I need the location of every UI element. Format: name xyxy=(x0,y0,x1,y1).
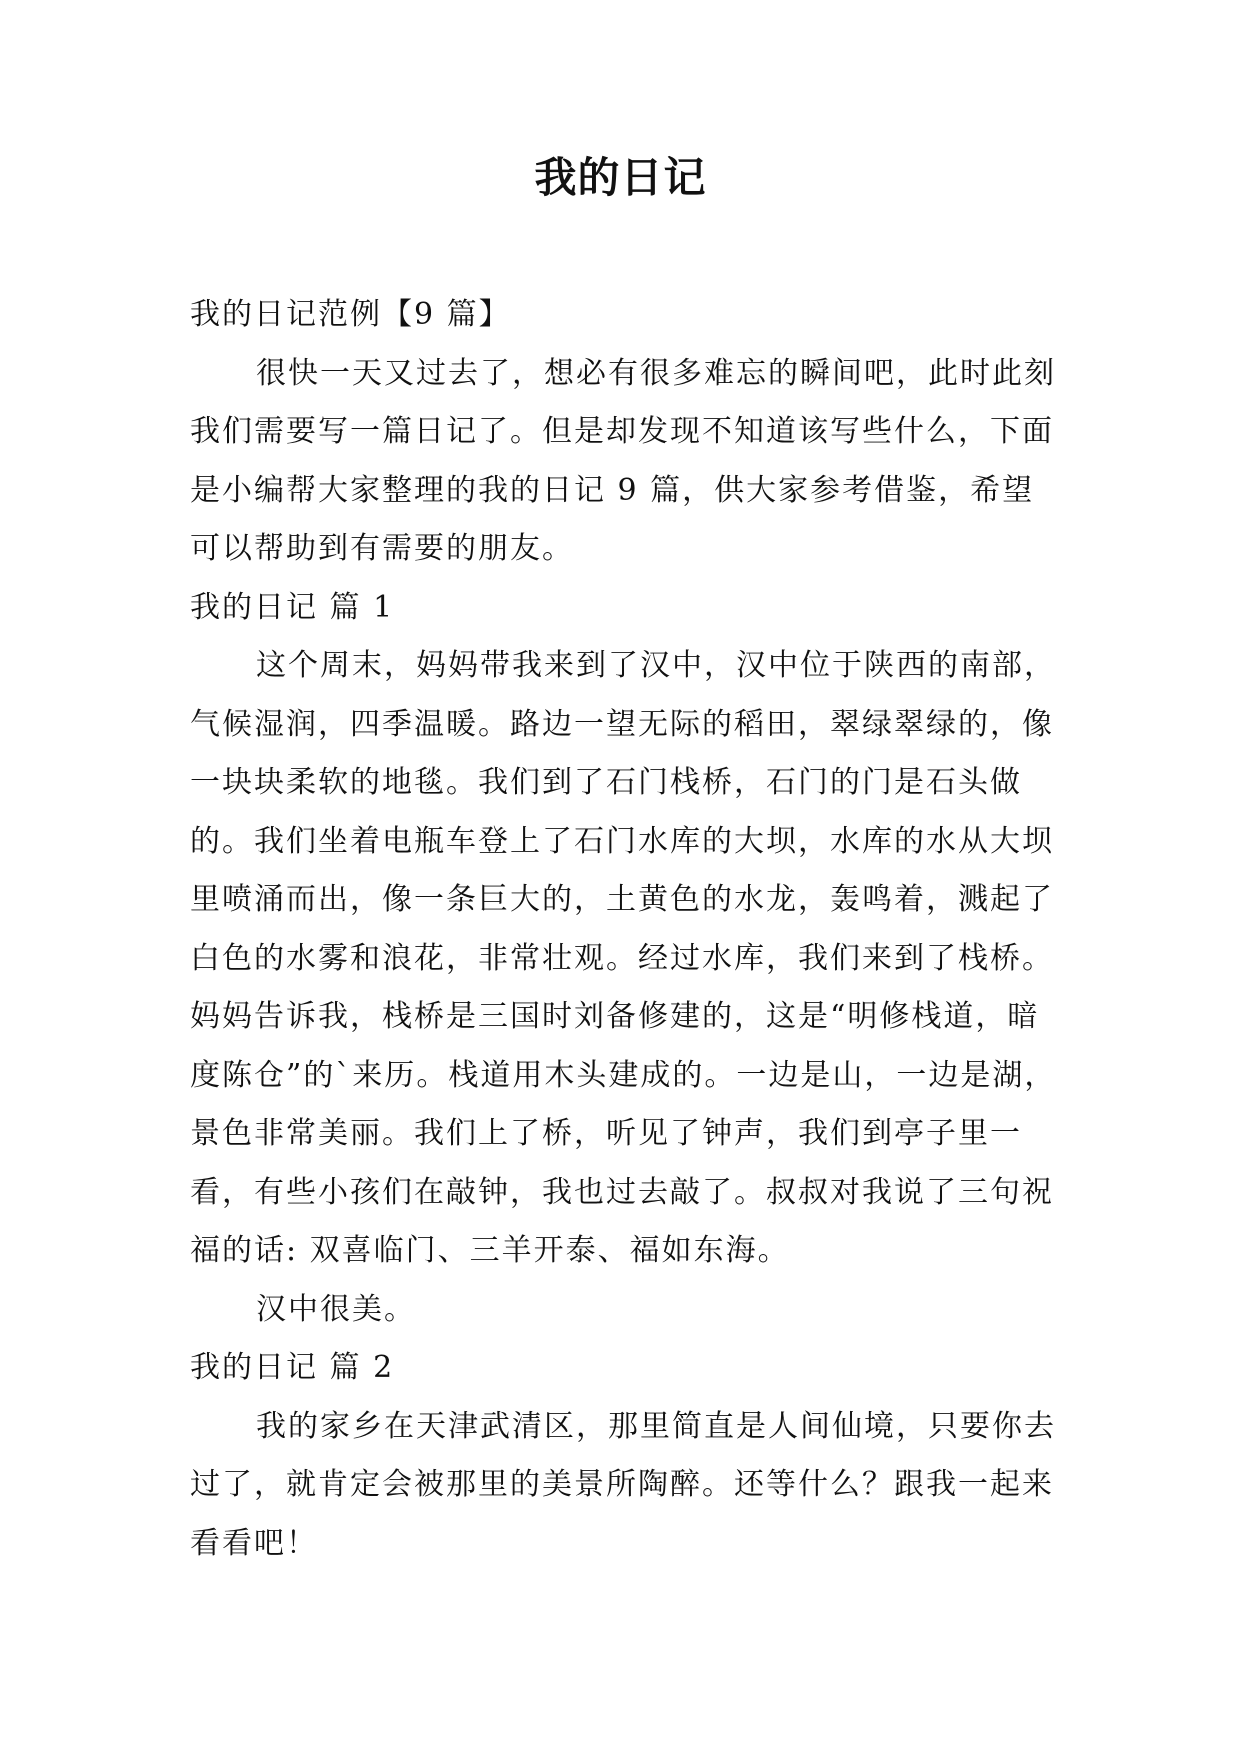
section-heading: 我的日记 篇 2 xyxy=(190,1350,395,1385)
body-paragraph: 我的家乡在天津武清区，那里简直是人间仙境，只要你去过了，就肯定会被那里的美景所陶醉。还等什么？跟我一起来看看吧！ xyxy=(190,1408,1056,1561)
document-body xyxy=(190,286,1065,1573)
body-paragraph: 汉中很美。 xyxy=(256,1291,416,1327)
section-heading: 我的日记范例【9 篇】 xyxy=(190,297,511,332)
section-heading: 我的日记 篇 1 xyxy=(190,589,395,625)
body-paragraph: 这个周末，妈妈带我来到了汉中，汉中位于陕西的南部，气候湿润，四季温暖。路边一望无际的稻田，翠绿翠绿的，像一块块柔软的地毯。我们到了石门栈桥，石门的门是石头做的。我们坐着电瓶车登上了石门水库的大坝，水库的水从大坝里喷涌而出，像一条巨大的，土黄色的水龙，轰鸣着，溅起了白色的水雾和浪花，非常壮观。经过水库，我们来到了栈桥。妈妈告诉我，栈桥是三国时刘备修建的，这是“明修栈道，暗度陈仓”的`来历。栈道用木头建成的。一边是山，一边是湖，景色非常美丽。我们上了桥，听见了钟声，我们到亭子里一看，有些小孩们在敲钟，我也过去敲了。叔叔对我说了三句祝福的话: 双喜临门、三羊开泰、福如东海。 xyxy=(190,648,1057,1268)
body-paragraph: 很快一天又过去了，想必有很多难忘的瞬间吧，此时此刻我们需要写一篇日记了。但是却发现不知道该写些什么，下面是小编帮大家整理的我的日记 9 篇，供大家参考借鉴，希望可以帮助到有需要的朋友。 xyxy=(190,355,1056,566)
document-title: 我的日记 xyxy=(534,153,707,202)
